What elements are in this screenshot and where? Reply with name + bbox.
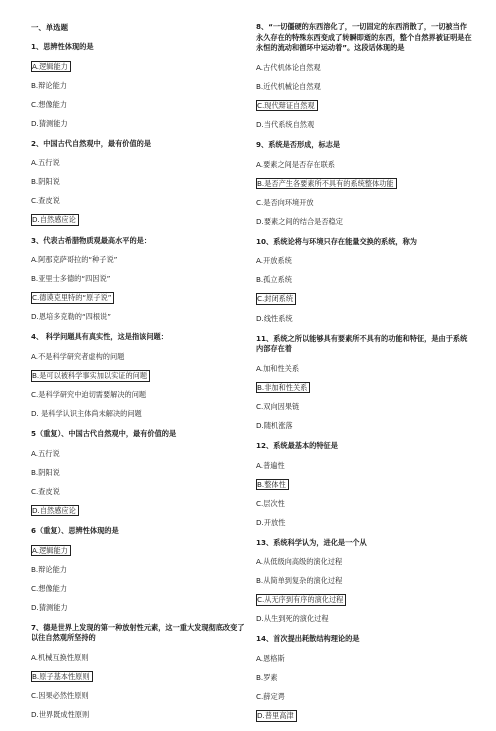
option: C.层次性 [256,498,285,508]
option-row [31,538,249,557]
question-stem: 4、 科学问题具有真实性，这是指该问题： [31,332,168,342]
option-row [31,498,249,517]
option: D.开放性 [256,517,286,527]
option: B.阴阳说 [31,177,60,187]
option-row [256,510,474,529]
option-row [31,382,249,401]
question-stem: 5（重复）、中国古代自然观中，最有价值的是 [31,429,177,439]
option: A.机械互换性原则 [31,652,89,662]
right-column [256,22,474,731]
left-question-list [31,42,249,721]
answer-option: B.原子基本性原则 [31,671,93,683]
answer-option: C.封闭系统 [256,293,296,305]
option-row [31,207,249,226]
option: A.阿那克萨哥拉的“种子说” [31,255,118,265]
option-row [256,646,474,665]
option-row [256,267,474,286]
option-row [31,576,249,595]
option: B.亚里士多德的“四因说” [31,274,111,284]
option-row [31,683,249,702]
question-block [256,237,474,325]
option: B.近代机械论自然观 [256,81,321,91]
option-row [31,401,249,420]
option: D.从生到死的演化过程 [256,614,329,624]
option: B.从简单到复杂的演化过程 [256,576,343,586]
answer-option: B.非加和性关系 [256,382,310,394]
option-row [256,394,474,413]
question-stem: 8、“一切僵硬的东西溶化了，一切固定的东西消散了，一切被当作永久存在的特殊东西变成了转瞬即逝的东西，整个自然界被证明是在永恒的流动和循环中运动着”。这段话体现的是 [256,22,472,53]
question-stem: 1、思辨性体现的是 [31,42,94,51]
option-row [256,587,474,606]
question-block [31,236,249,324]
question-block [256,22,474,131]
option: C.是否向环境开放 [256,197,314,207]
option-row [256,413,474,432]
option-row [256,74,474,93]
section-title: 一、单选题 [31,23,68,32]
option-row [256,286,474,305]
option-row [31,664,249,683]
option: C.双向因果链 [256,401,300,411]
option-row [256,171,474,190]
option: D.随机涨落 [256,420,293,430]
option: C.因果必然性原则 [31,691,89,701]
question-stem: 14、首次提出耗散结构理论的是 [256,634,360,644]
question-block [256,334,474,432]
option-row [31,266,249,285]
answer-option: A.逻辑能力 [31,545,71,557]
option: D.要素之间的结合是否稳定 [256,216,343,226]
answer-option: D.自然感应论 [31,505,79,517]
option-row [31,702,249,721]
option-row [256,93,474,112]
question-block [31,526,249,614]
question-block [256,140,474,228]
option: A.加和性关系 [256,363,300,373]
option: B.辩论能力 [31,564,67,574]
answer-option: C.现代辩证自然观 [256,100,318,112]
question-stem: 12、系统最基本的特征是 [256,440,338,450]
option: C.是科学研究中迫切需要解决的问题 [31,390,147,400]
option-row [31,92,249,111]
option-row [256,549,474,568]
option-row [256,606,474,625]
option-row [256,568,474,587]
option: B.辩论能力 [31,80,67,90]
question-stem: 3、代表古希腊物质观最高水平的是： [31,235,152,245]
question-block [31,429,249,517]
option: C.想像能力 [31,583,68,593]
option: B.阴阳说 [31,467,60,477]
option-row [31,595,249,614]
option-row [31,247,249,266]
option: D.世界既成性原则 [31,710,90,720]
option-row [256,375,474,394]
answer-option: A.逻辑能力 [31,61,71,73]
option: C.薛定谔 [256,692,285,702]
option-row [31,188,249,207]
option-row [31,363,249,382]
question-block [31,139,249,227]
option-row [256,491,474,510]
option: A.恩格斯 [256,654,285,664]
option: A.古代机体论自然观 [256,62,321,72]
option-row [256,665,474,684]
question-stem: 9、系统是否形成，标志是 [256,139,341,149]
question-block [256,441,474,529]
option: B.罗素 [256,673,278,683]
option-row [256,112,474,131]
option: A.不是科学研究者虚构的问题 [31,351,125,361]
question-stem: 7、德是世界上发现的第一种放射性元素，这一重大发现彻底改变了以往自然观所坚持的 [31,622,245,643]
option-row [31,460,249,479]
option-row [256,684,474,703]
question-stem: 2、中国古代自然观中，最有价值的是 [31,138,152,148]
answer-option: B.是可以被科学事实加以实证的问题 [31,370,150,382]
option-row [31,557,249,576]
option-row [31,344,249,363]
answer-option: B.整体性 [256,479,289,491]
option-row [256,472,474,491]
option-row [31,150,249,169]
option-row [256,190,474,209]
question-block [256,538,474,626]
option: D.恩培多克勒的“四根说” [31,312,111,322]
option-row [256,248,474,267]
question-block [31,42,249,130]
option-row [31,304,249,323]
option: A.开放系统 [256,256,292,266]
answer-option: D.普里高津 [256,710,297,722]
answer-option: B.是否产生各要素所不具有的系统整体功能 [256,178,397,190]
option-row [256,306,474,325]
option-row [31,54,249,73]
option-row [31,169,249,188]
option-row [256,209,474,228]
option: D.猜测能力 [31,602,68,612]
question-stem: 10、系统论将与环境只存在能量交换的系统，称为 [256,236,417,246]
question-stem: 11、系统之所以能够具有要素所不具有的功能和特征，是由于系统内部存在着 [256,333,468,354]
option: D.线性系统 [256,313,293,323]
question-stem: 13、系统科学认为，进化是一个从 [256,537,367,547]
option-row [31,645,249,664]
answer-option: C.从无序到有序的演化过程 [256,594,346,606]
option: D.当代系统自然观 [256,119,315,129]
question-block [31,332,249,420]
option: C.想像能力 [31,99,68,109]
option: A.普遍性 [256,460,285,470]
question-block [256,634,474,722]
option: A.要素之间是否存在联系 [256,159,335,169]
option: D.猜测能力 [31,118,68,128]
option-row [31,479,249,498]
answer-option: D.自然感应论 [31,214,79,226]
left-column [31,22,249,730]
option-row [31,111,249,130]
option: A.从低级向高级的演化过程 [256,557,343,567]
option-row [256,453,474,472]
option-row [31,73,249,92]
option: B.孤立系统 [256,275,292,285]
option: D. 是科学认识主体尚未解决的问题 [31,409,142,419]
right-question-list [256,22,474,722]
question-block [31,623,249,721]
option-row [256,55,474,74]
option: C.查皮说 [31,486,60,496]
answer-option: C.德谟克里特的“原子说” [31,292,114,304]
option-row [256,703,474,722]
option-row [256,152,474,171]
option: C.查皮说 [31,196,60,206]
option-row [31,285,249,304]
question-stem: 6（重复）、思辨性体现的是 [31,525,119,535]
option: A.五行说 [31,448,60,458]
option-row [256,356,474,375]
option-row [31,441,249,460]
option: A.五行说 [31,158,60,168]
